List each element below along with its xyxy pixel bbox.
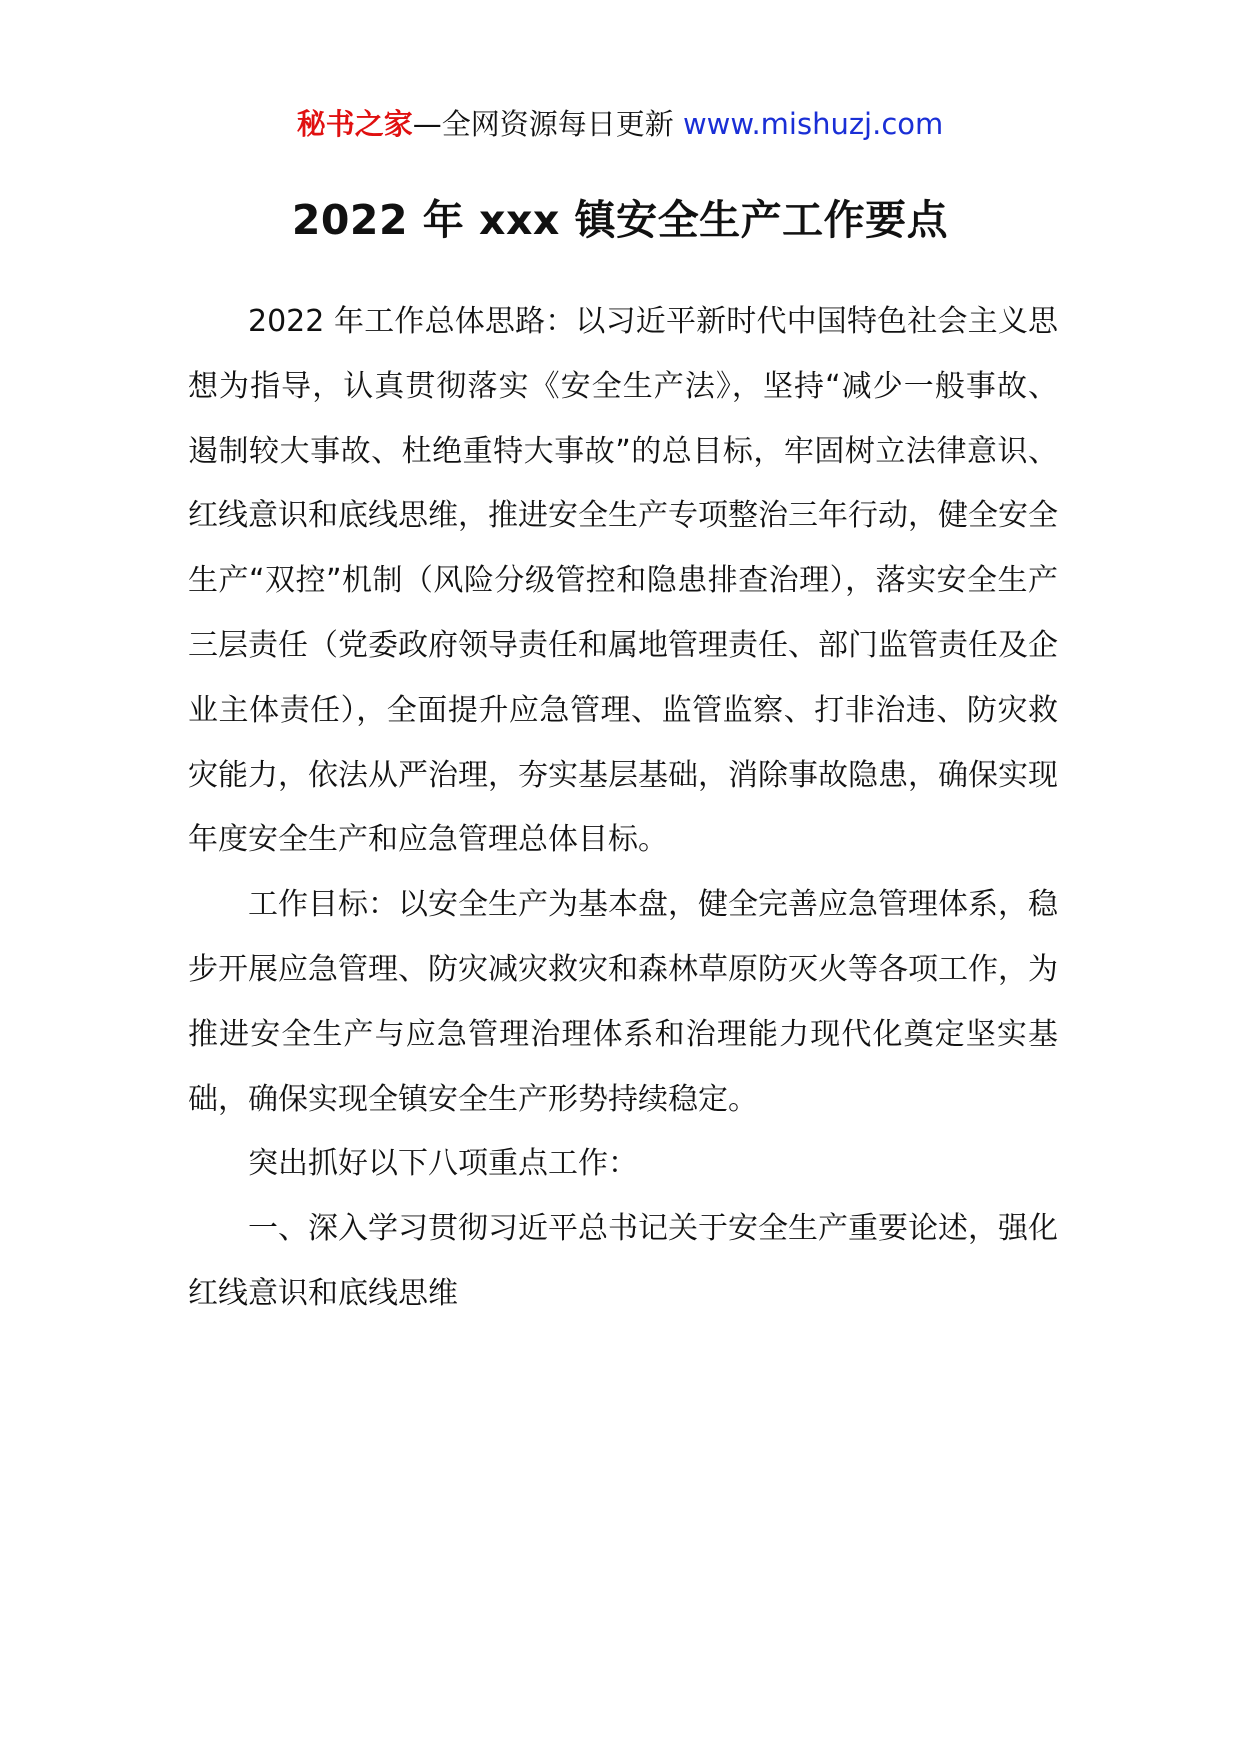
document-body (188, 290, 1058, 1327)
brand-name: 秘书之家 (296, 107, 413, 141)
paragraph-section-one-heading: 一、深入学习贯彻习近平总书记关于安全生产重要论述，强化红线意识和底线思维 (188, 1211, 1058, 1311)
site-header (0, 104, 1240, 144)
document-title: 2022 年 xxx 镇安全生产工作要点 (291, 196, 949, 244)
paragraph-work-goals: 工作目标：以安全生产为基本盘，健全完善应急管理体系，稳步开展应急管理、防灾减灾救灾和森林草原防灭火等各项工作，为推进安全生产与应急管理治理体系和治理能力现代化奠定坚实基础，确保实现全镇安全生产形势持续稳定。 (188, 887, 1058, 1117)
header-tagline: —全网资源每日更新 (412, 107, 683, 141)
paragraph-overall-approach: 2022 年工作总体思路：以习近平新时代中国特色社会主义思想为指导，认真贯彻落实《安全生产法》，坚持“减少一般事故、遏制较大事故、杜绝重特大事故”的总目标，牢固树立法律意识、红线意识和底线思维，推进安全生产专项整治三年行动，健全安全生产“双控”机制（风险分级管控和隐患排查治理），落实安全生产三层责任（党委政府领导责任和属地管理责任、部门监管责任及企业主体责任），全面提升应急管理、监管监察、打非治违、防灾救灾能力，依法从严治理，夯实基层基础，消除事故隐患，确保实现年度安全生产和应急管理总体目标。 (188, 304, 1058, 858)
paragraph-key-tasks-intro: 突出抓好以下八项重点工作： (248, 1146, 638, 1182)
site-url-link[interactable]: www.mishuzj.com (682, 107, 944, 141)
